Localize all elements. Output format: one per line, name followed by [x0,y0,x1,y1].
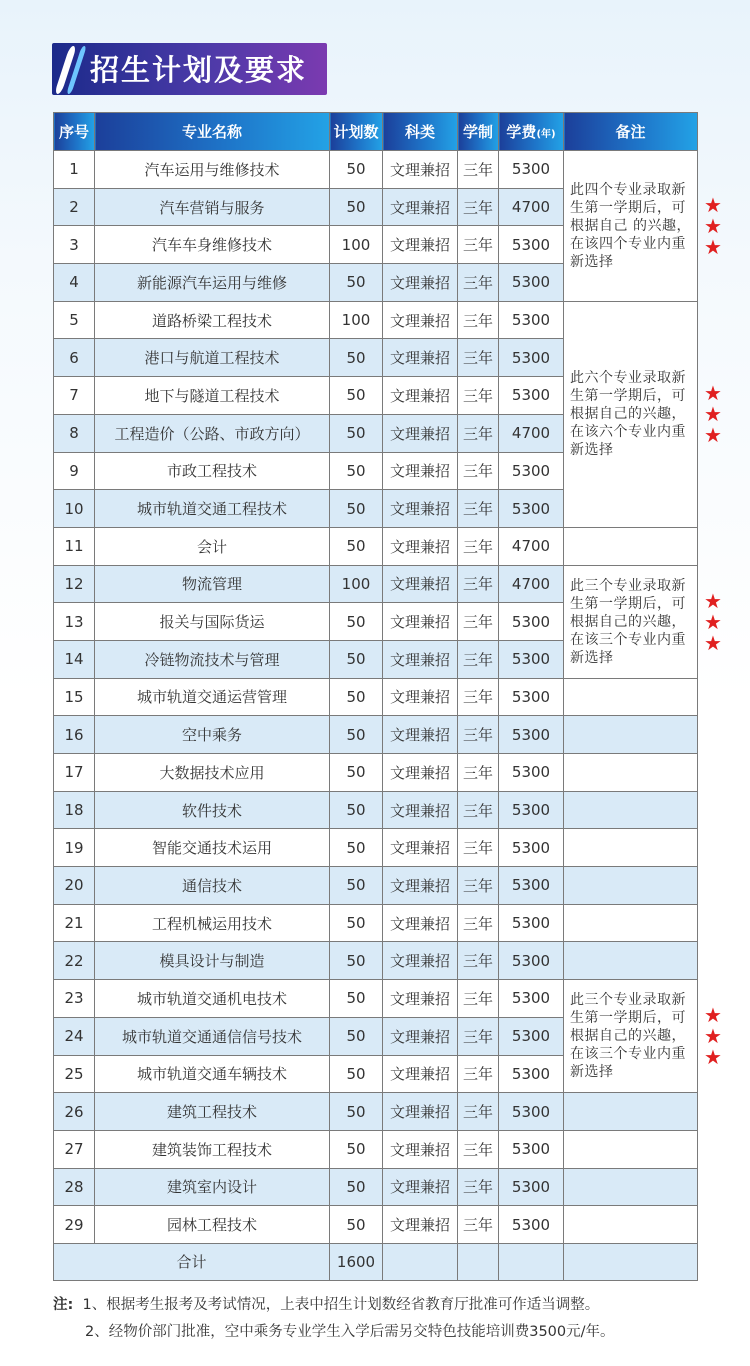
cell-type: 文理兼招 [383,490,458,528]
cell-plan: 50 [330,791,383,829]
cell-type: 文理兼招 [383,565,458,603]
cell-plan: 50 [330,377,383,415]
cell-no: 29 [54,1206,95,1244]
note-cell-empty [564,867,698,905]
cell-plan: 50 [330,527,383,565]
table-row [54,1206,698,1244]
table-row [54,867,698,905]
table-row [54,678,698,716]
table-row [54,301,698,339]
cell-years: 三年 [458,301,499,339]
cell-no: 27 [54,1130,95,1168]
note-text: 此三个专业录取新生第一学期后，可根据自己的兴趣，在该三个专业内重新选择 [570,577,686,666]
cell-type: 文理兼招 [383,942,458,980]
cell-type: 文理兼招 [383,1206,458,1244]
cell-no: 10 [54,490,95,528]
cell-fee: 4700 [499,188,564,226]
cell-name: 软件技术 [95,791,330,829]
table-row [54,942,698,980]
header-no: 序号 [54,113,95,151]
cell-type: 文理兼招 [383,527,458,565]
cell-plan: 100 [330,565,383,603]
cell-plan: 50 [330,942,383,980]
note-cell-empty [564,829,698,867]
cell-fee: 5300 [499,1168,564,1206]
cell-name: 汽车运用与维修技术 [95,151,330,189]
note-cell-empty [564,904,698,942]
cell-years: 三年 [458,377,499,415]
cell-years: 三年 [458,1206,499,1244]
cell-name: 城市轨道交通工程技术 [95,490,330,528]
cell-plan: 50 [330,603,383,641]
cell-years: 三年 [458,226,499,264]
cell-no: 22 [54,942,95,980]
footnote-label: 注: [53,1297,74,1313]
note-cell-empty [564,754,698,792]
table-row [54,527,698,565]
cell-plan: 50 [330,678,383,716]
cell-name: 汽车营销与服务 [95,188,330,226]
cell-plan: 50 [330,414,383,452]
star-icon: ★ [704,235,722,259]
cell-name: 市政工程技术 [95,452,330,490]
cell-type: 文理兼招 [383,1017,458,1055]
note-cell-empty [564,1093,698,1131]
cell-type: 文理兼招 [383,904,458,942]
cell-name: 工程造价（公路、市政方向） [95,414,330,452]
table-row [54,829,698,867]
cell-name: 建筑室内设计 [95,1168,330,1206]
cell-type: 文理兼招 [383,867,458,905]
cell-type: 文理兼招 [383,1168,458,1206]
cell-plan: 50 [330,452,383,490]
star-icon: ★ [704,402,722,426]
footnote-1-text: 1、根据考生报考及考试情况，上表中招生计划数经省教育厅批准可作适当调整。 [82,1297,600,1313]
cell-name: 物流管理 [95,565,330,603]
cell-years: 三年 [458,151,499,189]
cell-type: 文理兼招 [383,339,458,377]
cell-no: 7 [54,377,95,415]
header-type: 科类 [383,113,458,151]
table-row [54,716,698,754]
cell-type: 文理兼招 [383,754,458,792]
star-icon: ★ [704,423,722,447]
cell-type: 文理兼招 [383,151,458,189]
cell-fee: 5300 [499,1206,564,1244]
cell-plan: 50 [330,1130,383,1168]
star-icon: ★ [704,1003,722,1027]
cell-no: 15 [54,678,95,716]
cell-plan: 100 [330,301,383,339]
cell-plan: 50 [330,188,383,226]
cell-type: 文理兼招 [383,1130,458,1168]
cell-years: 三年 [458,1130,499,1168]
cell-years: 三年 [458,980,499,1018]
cell-fee: 5300 [499,942,564,980]
cell-plan: 50 [330,980,383,1018]
total-row [54,1243,698,1280]
cell-fee: 4700 [499,565,564,603]
total-empty-cell [383,1243,458,1280]
cell-no: 24 [54,1017,95,1055]
star-icon: ★ [704,193,722,217]
cell-name: 城市轨道交通运营管理 [95,678,330,716]
table-row [54,754,698,792]
cell-type: 文理兼招 [383,678,458,716]
cell-years: 三年 [458,1093,499,1131]
header-note: 备注 [564,113,698,151]
cell-fee: 5300 [499,339,564,377]
cell-years: 三年 [458,188,499,226]
star-icon: ★ [704,631,722,655]
cell-name: 会计 [95,527,330,565]
cell-no: 12 [54,565,95,603]
cell-plan: 50 [330,1206,383,1244]
cell-name: 智能交通技术运用 [95,829,330,867]
cell-plan: 50 [330,716,383,754]
cell-type: 文理兼招 [383,980,458,1018]
cell-name: 城市轨道交通机电技术 [95,980,330,1018]
cell-fee: 5300 [499,1055,564,1093]
footnote-1 [53,1293,599,1314]
cell-name: 园林工程技术 [95,1206,330,1244]
page-title: 招生计划及要求 [90,53,308,87]
cell-no: 17 [54,754,95,792]
cell-name: 建筑装饰工程技术 [95,1130,330,1168]
cell-years: 三年 [458,716,499,754]
cell-plan: 50 [330,339,383,377]
cell-fee: 5300 [499,603,564,641]
cell-no: 23 [54,980,95,1018]
cell-years: 三年 [458,490,499,528]
note-cell-empty [564,1130,698,1168]
cell-name: 城市轨道交通车辆技术 [95,1055,330,1093]
note-cell [564,151,698,302]
cell-name: 港口与航道工程技术 [95,339,330,377]
cell-no: 8 [54,414,95,452]
cell-fee: 5300 [499,377,564,415]
cell-no: 5 [54,301,95,339]
cell-fee: 5300 [499,1093,564,1131]
cell-fee: 5300 [499,904,564,942]
cell-plan: 50 [330,151,383,189]
table-body [54,151,698,1281]
cell-type: 文理兼招 [383,264,458,302]
cell-type: 文理兼招 [383,226,458,264]
total-plan: 1600 [330,1243,383,1280]
cell-fee: 5300 [499,452,564,490]
cell-no: 14 [54,640,95,678]
cell-type: 文理兼招 [383,188,458,226]
cell-no: 1 [54,151,95,189]
cell-years: 三年 [458,1017,499,1055]
star-icon: ★ [704,381,722,405]
cell-plan: 50 [330,829,383,867]
cell-no: 20 [54,867,95,905]
star-icon: ★ [704,589,722,613]
cell-years: 三年 [458,603,499,641]
cell-plan: 50 [330,1168,383,1206]
cell-no: 2 [54,188,95,226]
cell-fee: 5300 [499,151,564,189]
header-plan: 计划数 [330,113,383,151]
note-cell-empty [564,791,698,829]
cell-fee: 5300 [499,829,564,867]
cell-fee: 5300 [499,226,564,264]
cell-years: 三年 [458,754,499,792]
note-text: 此四个专业录取新生第一学期后，可根据自己 的兴趣，在该四个专业内重新选择 [570,181,691,270]
note-cell-empty [564,1206,698,1244]
footnote-2: 2、经物价部门批准，空中乘务专业学生入学后需另交特色技能培训费3500元/年。 [85,1324,615,1340]
cell-no: 18 [54,791,95,829]
cell-name: 工程机械运用技术 [95,904,330,942]
note-cell [564,565,698,678]
cell-plan: 50 [330,904,383,942]
cell-fee: 5300 [499,264,564,302]
cell-fee: 5300 [499,678,564,716]
cell-name: 汽车车身维修技术 [95,226,330,264]
note-cell-empty [564,527,698,565]
table-row [54,980,698,1018]
cell-no: 21 [54,904,95,942]
cell-type: 文理兼招 [383,452,458,490]
cell-years: 三年 [458,942,499,980]
cell-plan: 50 [330,490,383,528]
cell-no: 4 [54,264,95,302]
star-icon: ★ [704,214,722,238]
cell-type: 文理兼招 [383,414,458,452]
cell-no: 28 [54,1168,95,1206]
header-fee [499,113,564,151]
star-icon: ★ [704,610,722,634]
cell-name: 新能源汽车运用与维修 [95,264,330,302]
cell-name: 建筑工程技术 [95,1093,330,1131]
cell-plan: 50 [330,640,383,678]
note-cell-empty [564,942,698,980]
note-text: 此六个专业录取新生第一学期后，可根据自己的兴趣，在该六个专业内重新选择 [570,370,686,459]
cell-years: 三年 [458,640,499,678]
cell-no: 13 [54,603,95,641]
cell-name: 模具设计与制造 [95,942,330,980]
cell-years: 三年 [458,1055,499,1093]
header-name: 专业名称 [95,113,330,151]
header-fee-unit: (年) [536,129,556,140]
cell-no: 11 [54,527,95,565]
cell-type: 文理兼招 [383,301,458,339]
cell-name: 道路桥梁工程技术 [95,301,330,339]
table-row [54,791,698,829]
cell-no: 16 [54,716,95,754]
cell-plan: 50 [330,1055,383,1093]
cell-plan: 100 [330,226,383,264]
total-empty-cell [564,1243,698,1280]
cell-years: 三年 [458,527,499,565]
cell-plan: 50 [330,754,383,792]
cell-years: 三年 [458,264,499,302]
cell-name: 通信技术 [95,867,330,905]
cell-fee: 5300 [499,301,564,339]
cell-years: 三年 [458,414,499,452]
cell-type: 文理兼招 [383,1093,458,1131]
cell-no: 9 [54,452,95,490]
cell-type: 文理兼招 [383,640,458,678]
cell-type: 文理兼招 [383,377,458,415]
table-row [54,904,698,942]
table-row [54,1130,698,1168]
cell-no: 19 [54,829,95,867]
cell-type: 文理兼招 [383,1055,458,1093]
cell-name: 报关与国际货运 [95,603,330,641]
note-text: 此三个专业录取新生第一学期后，可根据自己的兴趣，在该三个专业内重新选择 [570,992,686,1081]
cell-years: 三年 [458,678,499,716]
cell-plan: 50 [330,1093,383,1131]
cell-fee: 5300 [499,716,564,754]
cell-plan: 50 [330,264,383,302]
cell-type: 文理兼招 [383,791,458,829]
total-empty-cell [458,1243,499,1280]
table-header-row [54,113,698,151]
cell-fee: 4700 [499,414,564,452]
note-cell-empty [564,1168,698,1206]
cell-fee: 4700 [499,527,564,565]
cell-plan: 50 [330,1017,383,1055]
cell-name: 地下与隧道工程技术 [95,377,330,415]
cell-name: 城市轨道交通通信信号技术 [95,1017,330,1055]
cell-fee: 5300 [499,640,564,678]
cell-years: 三年 [458,1168,499,1206]
table-row [54,1093,698,1131]
note-cell [564,980,698,1093]
total-empty-cell [499,1243,564,1280]
cell-fee: 5300 [499,867,564,905]
cell-fee: 5300 [499,490,564,528]
cell-fee: 5300 [499,1130,564,1168]
cell-years: 三年 [458,829,499,867]
star-icon: ★ [704,1024,722,1048]
cell-years: 三年 [458,904,499,942]
cell-type: 文理兼招 [383,829,458,867]
cell-years: 三年 [458,867,499,905]
table-row [54,1168,698,1206]
cell-fee: 5300 [499,1017,564,1055]
cell-type: 文理兼招 [383,603,458,641]
cell-years: 三年 [458,339,499,377]
cell-fee: 5300 [499,980,564,1018]
cell-name: 大数据技术应用 [95,754,330,792]
table-row [54,565,698,603]
table-row [54,151,698,189]
note-cell-empty [564,678,698,716]
cell-years: 三年 [458,565,499,603]
cell-no: 3 [54,226,95,264]
cell-years: 三年 [458,452,499,490]
cell-no: 26 [54,1093,95,1131]
header-fee-label: 学费 [506,123,537,141]
star-icon: ★ [704,1045,722,1069]
cell-name: 冷链物流技术与管理 [95,640,330,678]
cell-plan: 50 [330,867,383,905]
cell-fee: 5300 [499,754,564,792]
cell-name: 空中乘务 [95,716,330,754]
cell-no: 25 [54,1055,95,1093]
header-years: 学制 [458,113,499,151]
enrollment-table [53,112,698,1281]
cell-type: 文理兼招 [383,716,458,754]
cell-no: 6 [54,339,95,377]
cell-fee: 5300 [499,791,564,829]
cell-years: 三年 [458,791,499,829]
total-label: 合计 [54,1243,330,1280]
note-cell [564,301,698,527]
note-cell-empty [564,716,698,754]
